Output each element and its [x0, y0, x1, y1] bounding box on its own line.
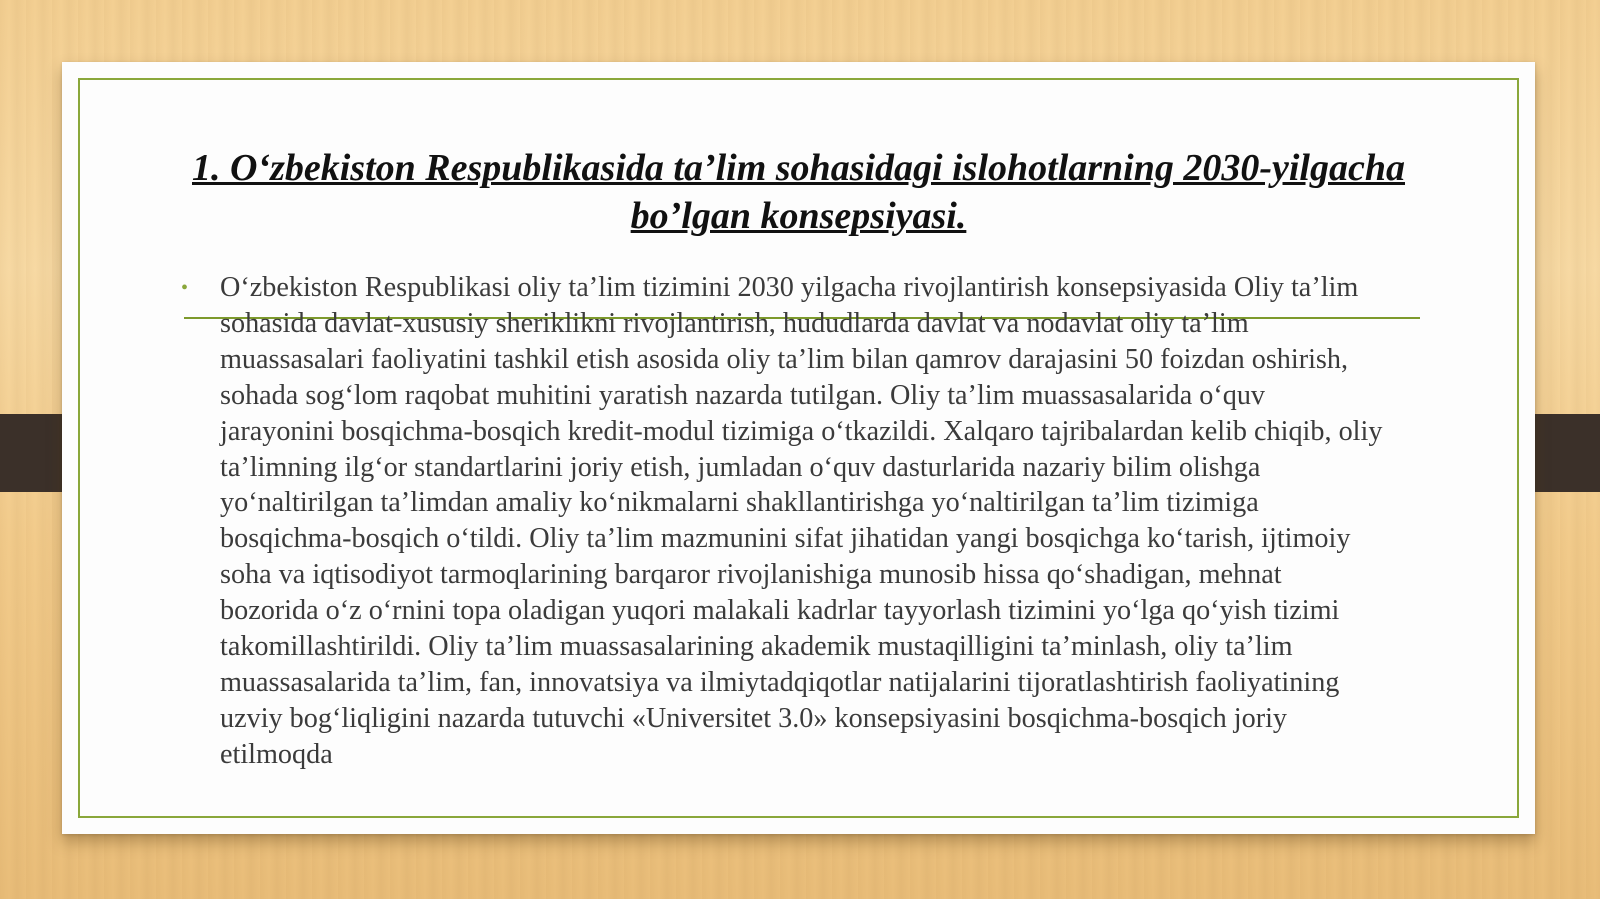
- slide-card: [62, 62, 1535, 834]
- bullet-icon: •: [181, 277, 189, 299]
- bullet-text: O‘zbekiston Respublikasi oliy ta’lim tizimini 2030 yilgacha rivojlantirish konsepsiyasida Oliy ta’lim sohasida davlat-xususiy sheriklikni rivojlantirish, hududlarda davlat va nodavlat oliy ta’lim muassasalari faoliyatini tashkil etish asosida oliy ta’lim bilan qamrov darajasini 50 foizdan oshirish, sohada sog‘lom raqobat muhitini yaratish nazarda tutilgan. Oliy ta’lim muassasalarida o‘quv jarayonini bosqichma-bosqich kredit-modul tizimiga o‘tkazildi. Xalqaro tajribalardan kelib chiqib, oliy ta’limning ilg‘or standartlarini joriy etish, jumladan o‘quv dasturlarida nazariy bilim olishga yo‘naltirilgan ta’limdan amaliy ko‘nikmalarni shakllantirishga yo‘naltirilgan ta’lim tizimiga bosqichma-bosqich o‘tildi. Oliy ta’lim mazmunini sifat jihatidan yangi bosqichga ko‘tarish, ijtimoiy soha va iqtisodiyot tarmoqlarining barqaror rivojlanishiga munosib hissa qo‘shadigan, mehnat bozorida o‘z o‘rnini topa oladigan yuqori malakali kadrlar tayyorlash tizimini yo‘lga qo‘yish tizimi takomillashtirildi. Oliy ta’lim muassasalarining akademik mustaqilligini ta’minlash, oliy ta’lim muassasalarida ta’lim, fan, innovatsiya va ilmiytadqiqotlar natijalarini tijoratlashtirish faoliyatining uzviy bog‘liqligini nazarda tutuvchi «Universitet 3.0» konsepsiyasini bosqichma-bosqich joriy etilmoqda: [220, 272, 1383, 770]
- bullet-item: [181, 270, 1384, 773]
- slide-title: 1. O‘zbekiston Respublikasida ta’lim sohasidagi islohotlarning 2030-yilgacha bo’lgan konsepsiyasi.: [192, 147, 1405, 237]
